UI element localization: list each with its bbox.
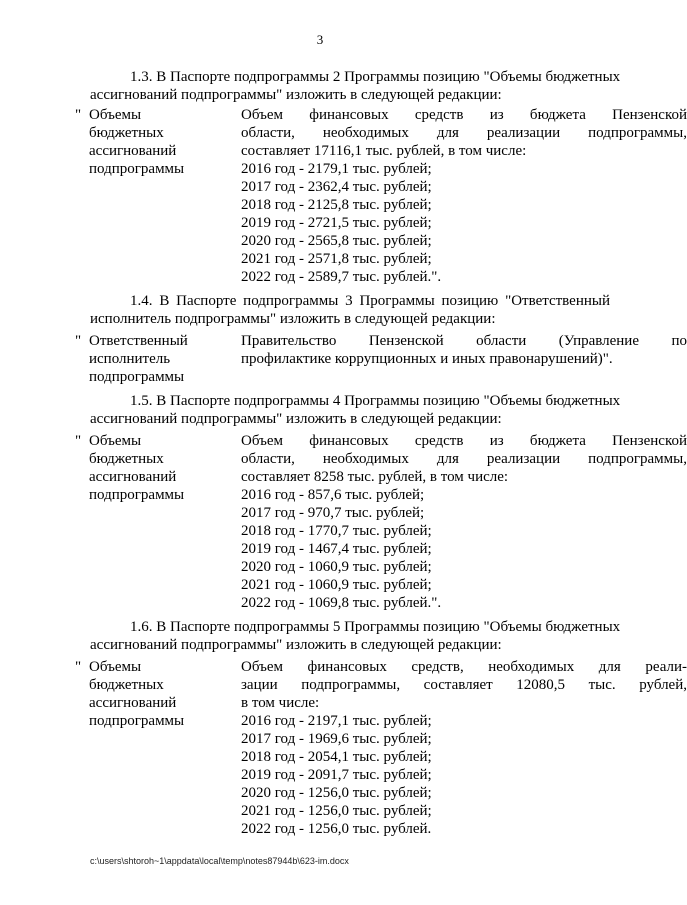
label-line: подпрограммы: [89, 369, 185, 385]
value-line: Объем финансовых средств из бюджета Пензенской: [241, 107, 687, 123]
value-line: 2018 год - 2125,8 тыс. рублей;: [241, 197, 432, 213]
label-line: бюджетных: [89, 677, 164, 693]
value-line: 2021 год - 1256,0 тыс. рублей;: [241, 803, 432, 819]
label-line: ассигнований: [89, 695, 177, 711]
position-label: [89, 658, 239, 730]
value-line: области, необходимых для реализации подпрограммы,: [241, 451, 687, 467]
position-label: [89, 432, 239, 504]
value-line: профилактике коррупционных и иных правонарушений)".: [241, 351, 613, 367]
value-line: Правительство Пензенской области (Управление по: [241, 333, 687, 349]
value-line: 2022 год - 2589,7 тыс. рублей.".: [241, 269, 442, 285]
value-line: 2020 год - 2565,8 тыс. рублей;: [241, 233, 432, 249]
value-line: 2022 год - 1069,8 тыс. рублей.".: [241, 595, 442, 611]
intro-line: ассигнований подпрограммы" изложить в следующей редакции:: [90, 637, 502, 653]
section-1-4-intro: [90, 292, 610, 328]
value-line: зации подпрограммы, составляет 12080,5 тыс. рублей,: [241, 677, 687, 693]
position-value: [241, 106, 687, 286]
intro-line: ассигнований подпрограммы" изложить в следующей редакции:: [90, 87, 502, 103]
opening-quote: ": [75, 333, 82, 349]
value-line: 2017 год - 2362,4 тыс. рублей;: [241, 179, 432, 195]
file-path-footer: c:\users\shtoroh~1\appdata\local\temp\notes87944b\623-im.docx: [90, 856, 349, 866]
value-line: 2019 год - 2721,5 тыс. рублей;: [241, 215, 432, 231]
label-line: подпрограммы: [89, 487, 185, 503]
value-line: 2016 год - 857,6 тыс. рублей;: [241, 487, 425, 503]
value-line: Объем финансовых средств, необходимых для реали-: [241, 659, 687, 675]
value-line: в том числе:: [241, 695, 320, 711]
value-line: области, необходимых для реализации подпрограммы,: [241, 125, 687, 141]
label-line: Объемы: [89, 659, 142, 675]
value-line: составляет 8258 тыс. рублей, в том числе:: [241, 469, 509, 485]
value-line: 2016 год - 2179,1 тыс. рублей;: [241, 161, 432, 177]
intro-line: ассигнований подпрограммы" изложить в следующей редакции:: [90, 411, 502, 427]
label-line: Объемы: [89, 107, 142, 123]
intro-line: исполнитель подпрограммы" изложить в следующей редакции:: [90, 311, 496, 327]
section-1-5-intro: [90, 392, 621, 428]
opening-quote: ": [75, 659, 82, 675]
label-line: Объемы: [89, 433, 142, 449]
value-line: 2018 год - 2054,1 тыс. рублей;: [241, 749, 432, 765]
section-1-3-table: [75, 106, 687, 286]
value-line: 2018 год - 1770,7 тыс. рублей;: [241, 523, 432, 539]
value-line: 2019 год - 1467,4 тыс. рублей;: [241, 541, 432, 557]
intro-line: 1.5. В Паспорте подпрограммы 4 Программы позицию "Объемы бюджетных: [130, 393, 621, 409]
section-1-3-intro: [90, 68, 621, 104]
value-line: 2021 год - 1060,9 тыс. рублей;: [241, 577, 432, 593]
section-1-5-table: [75, 432, 687, 612]
section-1-4-table: [75, 332, 687, 388]
value-line: 2017 год - 1969,6 тыс. рублей;: [241, 731, 432, 747]
position-label: [89, 332, 239, 386]
opening-quote: ": [75, 107, 82, 123]
position-label: [89, 106, 239, 178]
value-line: 2020 год - 1060,9 тыс. рублей;: [241, 559, 432, 575]
section-1-6-intro: [90, 618, 621, 654]
value-line: 2017 год - 970,7 тыс. рублей;: [241, 505, 425, 521]
label-line: бюджетных: [89, 451, 164, 467]
label-line: бюджетных: [89, 125, 164, 141]
label-line: Ответственный: [89, 333, 188, 349]
value-line: 2021 год - 2571,8 тыс. рублей;: [241, 251, 432, 267]
value-line: 2019 год - 2091,7 тыс. рублей;: [241, 767, 432, 783]
label-line: подпрограммы: [89, 161, 185, 177]
intro-line: 1.4. В Паспорте подпрограммы 3 Программы позицию "Ответственный: [130, 293, 610, 309]
position-value: [241, 332, 687, 368]
opening-quote: ": [75, 433, 82, 449]
position-value: [241, 432, 687, 612]
label-line: ассигнований: [89, 143, 177, 159]
page-number: 3: [316, 32, 324, 47]
label-line: подпрограммы: [89, 713, 185, 729]
section-1-6-table: [75, 658, 687, 838]
intro-line: 1.3. В Паспорте подпрограммы 2 Программы позицию "Объемы бюджетных: [130, 69, 621, 85]
intro-line: 1.6. В Паспорте подпрограммы 5 Программы позицию "Объемы бюджетных: [130, 619, 621, 635]
label-line: исполнитель: [89, 351, 171, 367]
label-line: ассигнований: [89, 469, 177, 485]
value-line: 2016 год - 2197,1 тыс. рублей;: [241, 713, 432, 729]
value-line: 2022 год - 1256,0 тыс. рублей.: [241, 821, 432, 837]
value-line: Объем финансовых средств из бюджета Пензенской: [241, 433, 687, 449]
value-line: 2020 год - 1256,0 тыс. рублей;: [241, 785, 432, 801]
position-value: [241, 658, 687, 838]
value-line: составляет 17116,1 тыс. рублей, в том числе:: [241, 143, 527, 159]
